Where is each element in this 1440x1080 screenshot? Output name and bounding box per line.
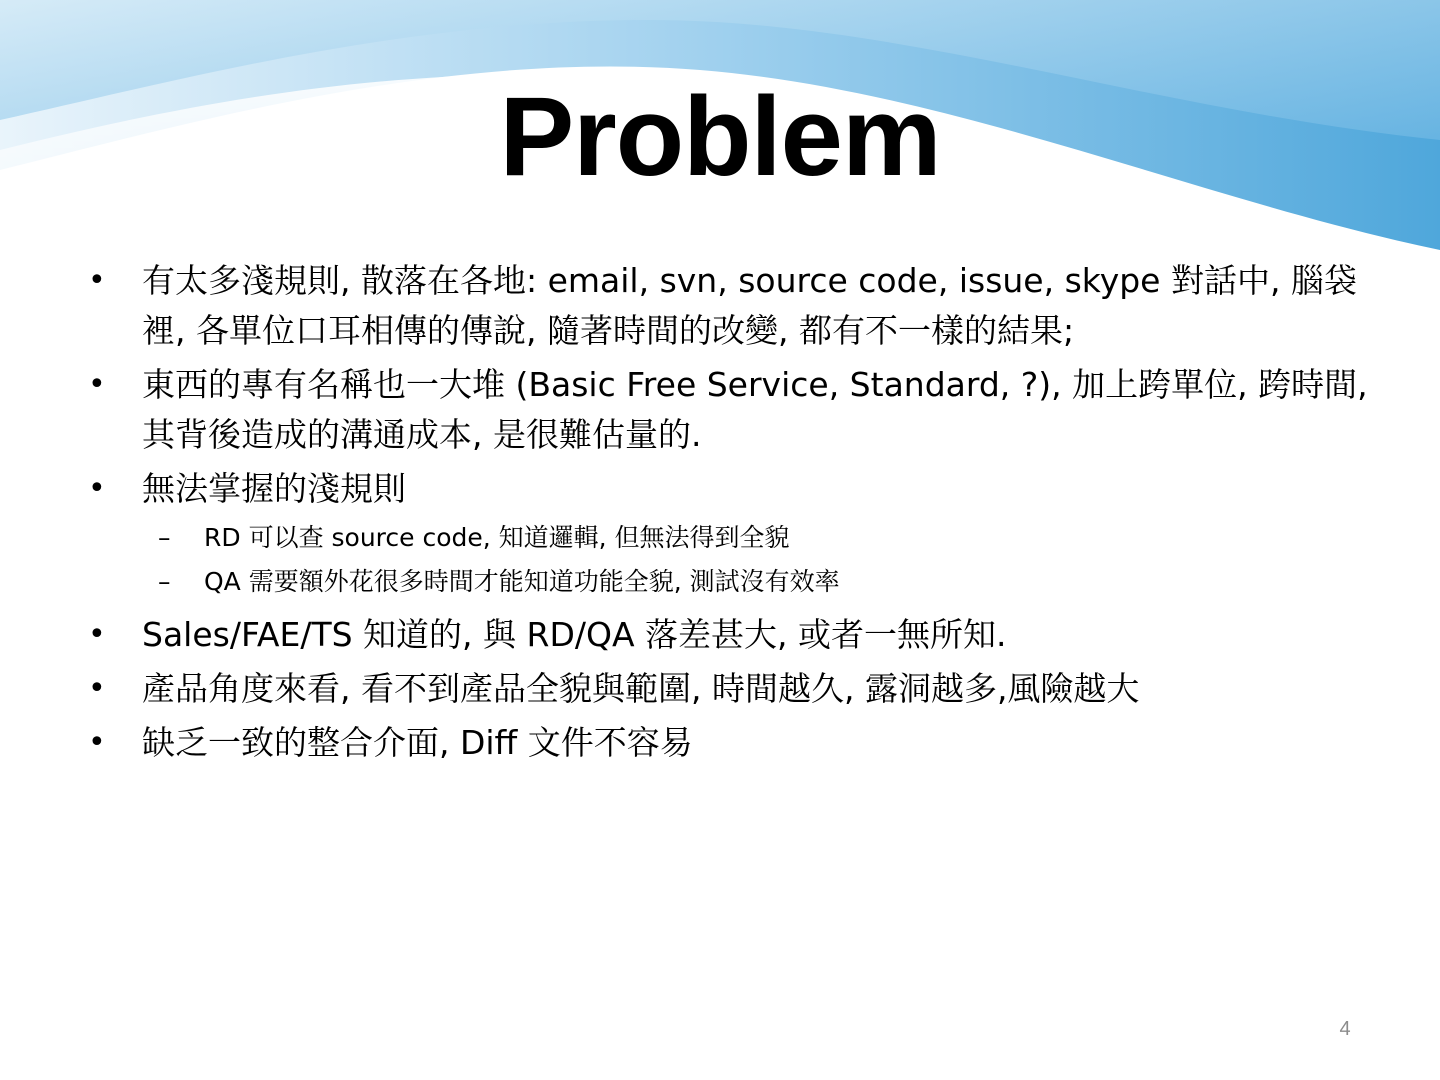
bullet-dot-icon: • — [88, 617, 106, 652]
bullet-text: 無法掌握的淺規則 — [142, 469, 406, 508]
bullet-dot-icon: • — [88, 671, 106, 706]
sub-bullet-text: QA 需要額外花很多時間才能知道功能全貌, 測試沒有效率 — [204, 567, 840, 596]
dash-icon: – — [158, 567, 171, 596]
sub-bullet-text: RD 可以查 source code, 知道邏輯, 但無法得到全貌 — [204, 523, 790, 552]
bullet-item — [88, 664, 1378, 714]
bullet-text: Sales/FAE/TS 知道的, 與 RD/QA 落差甚大, 或者一無所知. — [142, 615, 1007, 654]
bullet-text: 有太多淺規則, 散落在各地: email, svn, source code, issue, skype 對話中, 腦袋裡, 各單位口耳相傳的傳說, 隨著時間的改變, 都有不一樣的結果; — [142, 261, 1357, 350]
bullet-text: 東西的專有名稱也一大堆 (Basic Free Service, Standard, ?), 加上跨單位, 跨時間, 其背後造成的溝通成本, 是很難估量的. — [142, 365, 1368, 454]
slide-title: Problem — [499, 74, 941, 199]
bullet-item — [88, 256, 1378, 356]
page-number: 4 — [1339, 1018, 1351, 1040]
bullet-item — [88, 464, 1378, 604]
dash-icon: – — [158, 523, 171, 552]
bullet-text: 缺乏一致的整合介面, Diff 文件不容易 — [142, 723, 693, 762]
sub-bullet-item — [142, 516, 1378, 560]
bullet-dot-icon: • — [88, 471, 106, 506]
sub-bullet-list — [142, 516, 1378, 604]
bullet-item — [88, 610, 1378, 660]
bullet-dot-icon: • — [88, 725, 106, 760]
bullet-item — [88, 360, 1378, 460]
bullet-text: 產品角度來看, 看不到產品全貌與範圍, 時間越久, 露洞越多,風險越大 — [142, 669, 1140, 708]
bullet-item — [88, 718, 1378, 768]
sub-bullet-item — [142, 560, 1378, 604]
bullet-dot-icon: • — [88, 263, 106, 298]
bullet-list — [88, 256, 1378, 772]
bullet-dot-icon: • — [88, 367, 106, 402]
